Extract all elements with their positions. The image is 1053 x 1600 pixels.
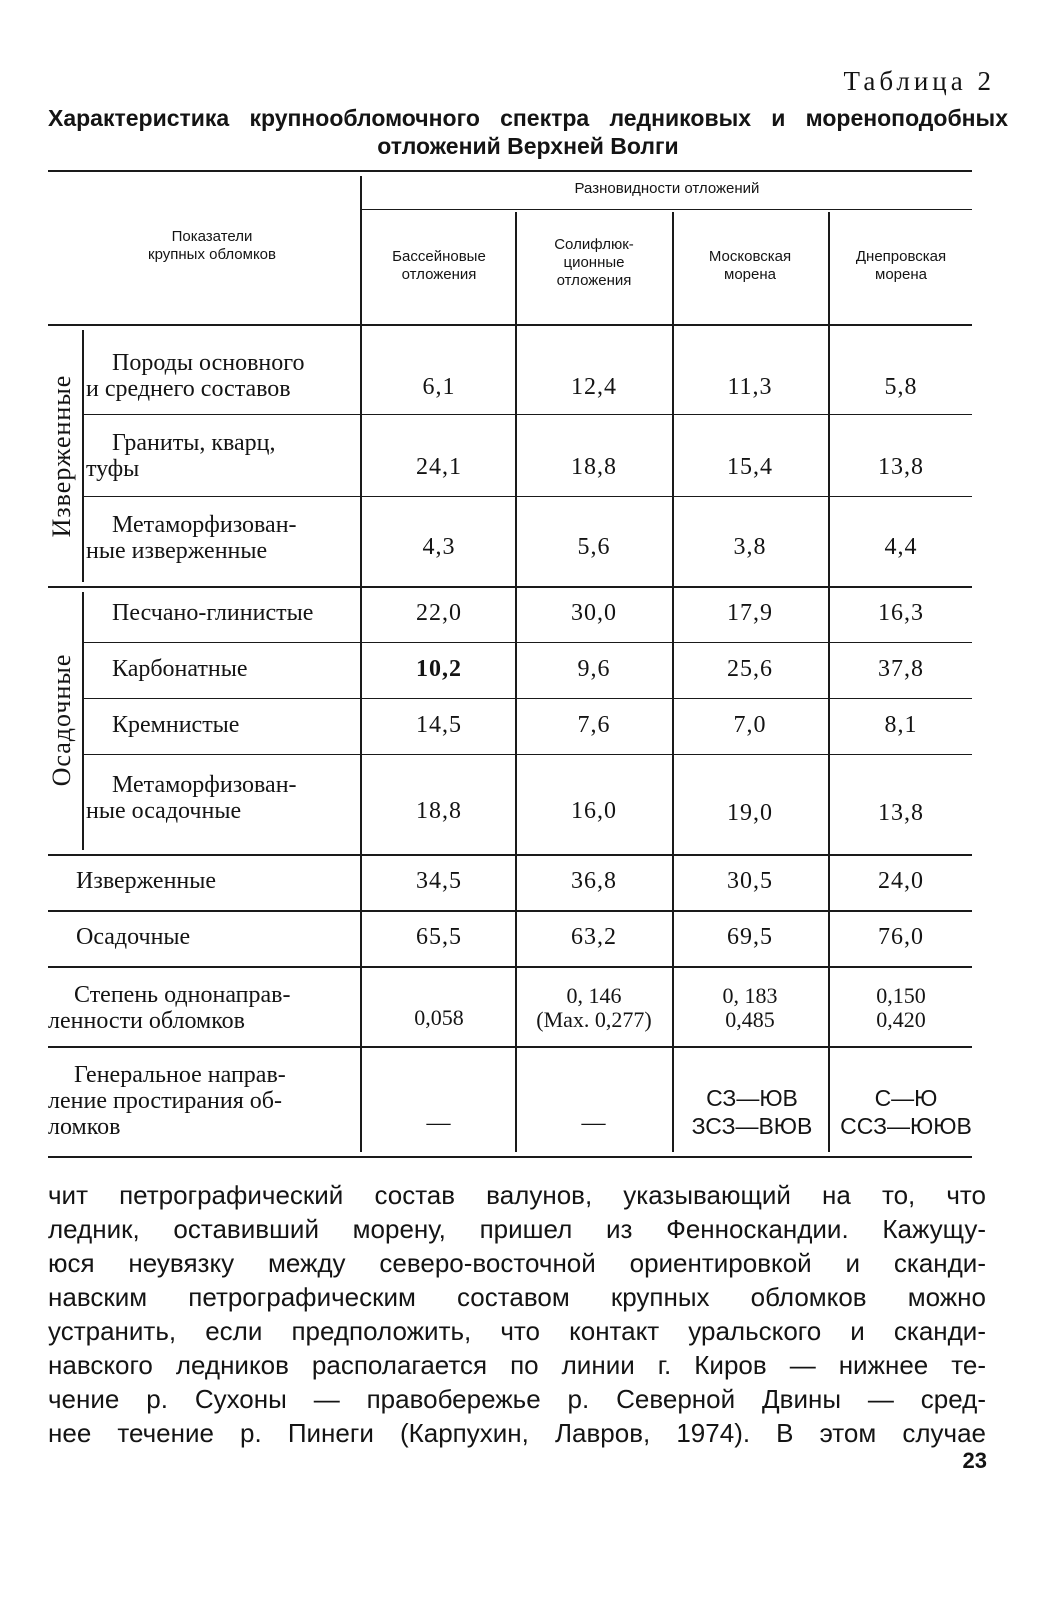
table-cell: 34,5 (416, 868, 462, 894)
table-label: Таблица 2 (843, 66, 995, 96)
header-column-line: ционные (563, 254, 625, 271)
total-label-igneous: Изверженные (76, 868, 217, 894)
row-label-line: Генеральное направ- (74, 1062, 286, 1088)
row-label-line: Песчано-глинистые (112, 600, 314, 626)
cell-line: 0, 146 (566, 983, 622, 1008)
group-label-igneous: Изверженные (47, 374, 76, 538)
text-line: чение р. Сухоны — правобережье р. Северной Двины — сред- (48, 1384, 986, 1414)
table-cell: 12,4 (571, 374, 617, 400)
table-cell: 30,0 (571, 600, 617, 626)
row-label-line: ные осадочные (86, 798, 242, 824)
table-cell: 4,3 (422, 534, 456, 560)
cell-line: С—Ю (874, 1085, 938, 1111)
text-line: устранить, если предположить, что контакт уральского и сканди- (48, 1316, 986, 1346)
cell-line: 0, 183 (722, 983, 778, 1008)
table-cell: 5,8 (884, 374, 918, 400)
table-cell (518, 984, 670, 1032)
table-cell: 7,0 (733, 712, 767, 738)
text-line: ледник, оставивший морену, пришел из Фенноскандии. Кажущу- (48, 1214, 986, 1244)
caption-line-2: отложений Верхней Волги (377, 133, 679, 159)
table-cell: 22,0 (416, 600, 462, 626)
row-label (86, 712, 356, 738)
row-label-line: Метаморфизован- (112, 512, 297, 538)
row-label (86, 430, 356, 482)
table-cell: 76,0 (878, 924, 924, 950)
table-cell: — (426, 1110, 452, 1136)
row-label-line: ные изверженные (86, 538, 268, 564)
table-cell: 17,9 (727, 600, 773, 626)
row-label-line: Граниты, кварц, (112, 430, 276, 456)
cell-line: 0,150 (876, 983, 926, 1008)
table-cell (364, 1006, 514, 1030)
header-indicators (92, 228, 332, 264)
row-rule (82, 642, 972, 643)
text-line: юся неувязку между северо-восточной ориентировкой и сканди- (48, 1248, 986, 1278)
row-label (86, 600, 356, 626)
cell-line: (Max. 0,277) (536, 1007, 652, 1032)
header-column-line: отложения (556, 272, 632, 289)
table-cell: — (581, 1110, 607, 1136)
table-cell (830, 984, 972, 1032)
table-caption (48, 104, 1008, 160)
header-column-3 (674, 248, 826, 284)
group-column-rule (82, 330, 84, 582)
header-column-2 (518, 236, 670, 290)
table-cell: 14,5 (416, 712, 462, 738)
header-group-label: Разновидности отложений (574, 180, 760, 197)
table-cell: 24,0 (878, 868, 924, 894)
table-cell: 36,8 (571, 868, 617, 894)
header-indicators-line-1: Показатели (171, 228, 253, 245)
row-label-line: Кремнистые (112, 712, 240, 738)
header-column-4 (830, 248, 972, 284)
group-rule (48, 854, 972, 856)
row-rule (82, 496, 972, 497)
table-cell: 18,8 (416, 798, 462, 824)
row-label-line: и среднего составов (86, 376, 291, 402)
table-cell: 37,8 (878, 656, 924, 682)
header-bottom-rule (48, 324, 972, 326)
row-label (86, 512, 356, 564)
caption-line-1: Характеристика крупнообломочного спектра ледниковых и мореноподобных (48, 105, 1008, 131)
cell-line: ЗСЗ—ВЮВ (691, 1113, 813, 1139)
row-rule (48, 1046, 972, 1048)
table-cell: 69,5 (727, 924, 773, 950)
group-header-rule (362, 209, 972, 210)
cell-line: 0,485 (725, 1007, 775, 1032)
table-cell: 24,1 (416, 454, 462, 480)
table-cell: 5,6 (577, 534, 611, 560)
header-column-line: Бассейновые (392, 248, 486, 265)
table-cell: 25,6 (727, 656, 773, 682)
row-label-line: туфы (86, 456, 140, 482)
header-column-line: морена (724, 266, 776, 283)
table-cell: 11,3 (727, 374, 773, 400)
header-indicators-line-2: крупных обломков (148, 246, 276, 263)
row-label-line: Метаморфизован- (112, 772, 297, 798)
table-cell: 8,1 (884, 712, 918, 738)
body-paragraph (48, 1178, 986, 1450)
table-cell (674, 1084, 830, 1140)
table-cell (674, 984, 826, 1032)
table-cell: 13,8 (878, 800, 924, 826)
row-label-line: Породы основного (112, 350, 305, 376)
cell-line: СЗ—ЮВ (706, 1085, 798, 1111)
total-rule (48, 910, 972, 912)
row-label (86, 656, 356, 682)
orientation-label (48, 982, 358, 1034)
table-cell: 15,4 (727, 454, 773, 480)
table-bottom-rule (48, 1156, 972, 1158)
cell-line: 0,058 (414, 1005, 464, 1030)
header-column-line: Днепровская (855, 248, 947, 265)
total-label-sedimentary: Осадочные (76, 924, 191, 950)
table-cell: 6,1 (422, 374, 456, 400)
group-label-sedimentary: Осадочные (47, 653, 76, 787)
text-line: навского ледников располагается по линии г. Киров — нижнее те- (48, 1350, 986, 1380)
total-rule (48, 966, 972, 968)
row-rule (82, 414, 972, 415)
header-column-1 (364, 248, 514, 284)
row-label-line: ленности обломков (48, 1008, 245, 1034)
table-cell: 10,2 (416, 656, 462, 682)
group-column-rule (82, 592, 84, 850)
row-label-line: Карбонатные (112, 656, 248, 682)
table-top-rule (48, 170, 972, 172)
header-column-line: Солифлюк- (554, 236, 634, 253)
table-cell: 4,4 (884, 534, 918, 560)
column-rule (360, 176, 362, 1152)
row-label (86, 350, 356, 402)
column-rule (515, 212, 517, 1152)
cell-line: ССЗ—ЮЮВ (840, 1113, 972, 1139)
text-line: чит петрографический состав валунов, указывающий на то, что (48, 1180, 986, 1210)
row-rule (82, 754, 972, 755)
page-number: 23 (962, 1448, 987, 1473)
table-cell: 19,0 (727, 800, 773, 826)
header-column-line: Московская (708, 248, 792, 265)
table-cell: 16,0 (571, 798, 617, 824)
row-label-line: Степень однонаправ- (74, 982, 291, 1008)
row-label-line: ломков (48, 1114, 121, 1140)
cell-line: 0,420 (876, 1007, 926, 1032)
direction-label (48, 1062, 358, 1140)
table-cell: 13,8 (878, 454, 924, 480)
table-cell: 65,5 (416, 924, 462, 950)
table-cell: 3,8 (733, 534, 767, 560)
table-cell: 18,8 (571, 454, 617, 480)
table-cell: 63,2 (571, 924, 617, 950)
table-cell: 16,3 (878, 600, 924, 626)
row-label (86, 772, 356, 824)
table-cell (830, 1084, 982, 1140)
group-rule (48, 586, 972, 588)
table-cell: 30,5 (727, 868, 773, 894)
table-cell: 9,6 (577, 656, 611, 682)
table-cell: 7,6 (577, 712, 611, 738)
header-column-line: морена (875, 266, 927, 283)
text-line: навским петрографическим составом крупных обломков можно (48, 1282, 986, 1312)
row-rule (82, 698, 972, 699)
row-label-line: ление простирания об- (48, 1088, 282, 1114)
text-line: нее течение р. Пинеги (Карпухин, Лавров, 1974). В этом случае (48, 1418, 986, 1448)
header-column-line: отложения (401, 266, 477, 283)
